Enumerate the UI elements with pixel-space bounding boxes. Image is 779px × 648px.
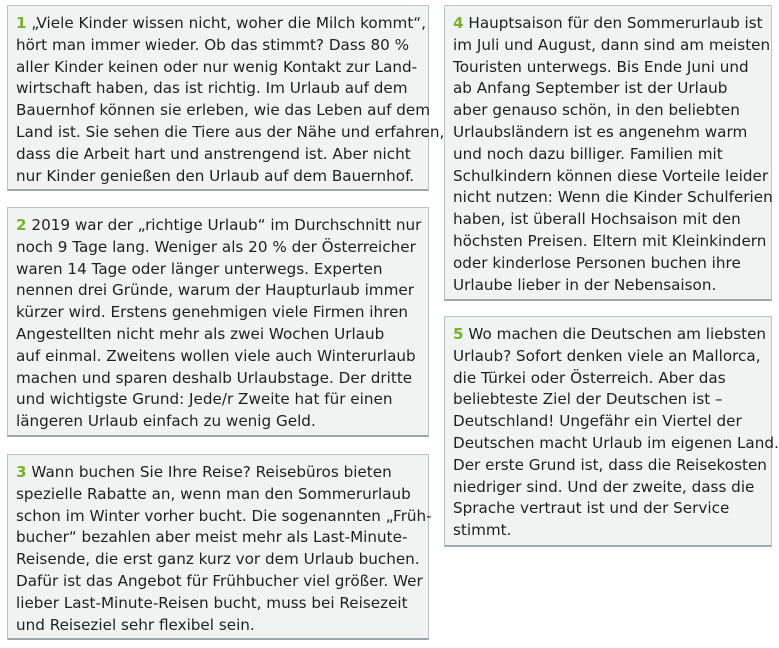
paragraph-number: 3	[16, 463, 27, 481]
text-line: und noch dazu billiger. Familien mit	[453, 144, 723, 163]
text-line: Sprache vertraut ist und der Service	[453, 499, 730, 518]
text-line: die Türkei oder Österreich. Aber das	[453, 368, 726, 387]
text-line: waren 14 Tage oder länger unterwegs. Experten	[16, 259, 383, 278]
text-line: 1 „Viele Kinder wissen nicht, woher die Milch kommt“,	[16, 14, 426, 32]
text-line: 2 2019 war der „richtige Urlaub“ im Durchschnitt nur	[16, 216, 422, 234]
text-box-1	[7, 5, 445, 191]
text-line: hört man immer wieder. Ob das stimmt? Dass 80 %	[16, 35, 410, 54]
text-line: Der erste Grund ist, dass die Reisekosten	[453, 455, 767, 474]
text-line: niedriger sind. Und der zweite, dass die	[453, 477, 755, 496]
text-box-5	[444, 316, 779, 547]
text-line: beliebteste Ziel der Deutschen ist –	[453, 390, 723, 409]
paragraph-number: 1	[16, 14, 27, 32]
text-line: Deutschen macht Urlaub im eigenen Land.	[453, 433, 779, 452]
text-line: nennen drei Gründe, warum der Haupturlaub immer	[16, 281, 414, 300]
text-box-2	[7, 207, 429, 437]
text-line: Schulkindern können diese Vorteile leider	[453, 166, 769, 185]
text-line: im Juli und August, dann sind am meisten	[453, 35, 771, 54]
text-line: aber genauso schön, in den beliebten	[453, 101, 740, 120]
text-line: wirtschaft haben, das ist richtig. Im Urlaub auf dem	[16, 79, 408, 98]
text-line: kürzer wird. Erstens genehmigen viele Firmen ihren	[16, 303, 409, 322]
text-line: und Reiseziel sehr flexibel sein.	[16, 615, 255, 634]
text-line: bucher“ bezahlen aber meist mehr als Last-Minute-	[16, 528, 408, 547]
text-line: 5 Wo machen die Deutschen am liebsten	[453, 325, 767, 343]
text-line: Urlaub? Sofort denken viele an Mallorca,	[453, 346, 761, 365]
text-line: lieber Last-Minute-Reisen bucht, muss bei Reisezeit	[16, 593, 408, 612]
text-line: 4 Hauptsaison für den Sommerurlaub ist	[453, 14, 763, 32]
paragraph-number: 4	[453, 14, 464, 32]
text-line: höchsten Preisen. Eltern mit Kleinkindern	[453, 231, 767, 250]
paragraph-number: 2	[16, 216, 27, 234]
text-line: nur Kinder genießen den Urlaub auf dem Bauernhof.	[16, 166, 415, 185]
text-line: Deutschland! Ungefähr ein Viertel der	[453, 412, 742, 431]
text-line: oder kinderlose Personen buchen ihre	[453, 253, 741, 272]
text-line: Urlaubsländern ist es angenehm warm	[453, 122, 748, 141]
text-line: nicht nutzen: Wenn die Kinder Schulferien	[453, 188, 773, 207]
text-line: Urlaube lieber in der Nebensaison.	[453, 275, 717, 294]
text-line: Bauernhof können sie erleben, wie das Leben auf dem	[16, 101, 431, 120]
text-line: machen und sparen deshalb Urlaubstage. Der dritte	[16, 368, 413, 387]
text-line: auf einmal. Zweitens wollen viele auch Winterurlaub	[16, 346, 416, 365]
text-line: spezielle Rabatte an, wenn man den Sommerurlaub	[16, 484, 411, 503]
text-line: aller Kinder keinen oder nur wenig Kontakt zur Land-	[16, 57, 418, 76]
text-line: ab Anfang September ist der Urlaub	[453, 79, 728, 98]
text-box-4	[444, 5, 772, 301]
text-line: Dafür ist das Angebot für Frühbucher viel größer. Wer	[16, 571, 423, 590]
text-box-3	[7, 454, 432, 640]
text-line: Land ist. Sie sehen die Tiere aus der Nähe und erfahren,	[16, 122, 445, 141]
text-line: längeren Urlaub einfach zu wenig Geld.	[16, 412, 316, 431]
text-line: Touristen unterwegs. Bis Ende Juni und	[453, 57, 749, 76]
text-line: haben, ist überall Hochsaison mit den	[453, 210, 741, 229]
text-line: schon im Winter vorher bucht. Die sogenannten „Früh-	[16, 506, 432, 525]
text-line: Angestellten nicht mehr als zwei Wochen Urlaub	[16, 324, 385, 343]
text-line: noch 9 Tage lang. Weniger als 20 % der Österreicher	[16, 237, 416, 256]
text-line: stimmt.	[453, 521, 512, 540]
paragraph-number: 5	[453, 325, 464, 343]
text-line: und wichtigste Grund: Jede/r Zweite hat für einen	[16, 390, 393, 409]
text-line: dass die Arbeit hart und anstrengend ist. Aber nicht	[16, 144, 411, 163]
text-line: Reisende, die erst ganz kurz vor dem Urlaub buchen.	[16, 550, 420, 569]
text-line: 3 Wann buchen Sie Ihre Reise? Reisebüros bieten	[16, 463, 392, 481]
